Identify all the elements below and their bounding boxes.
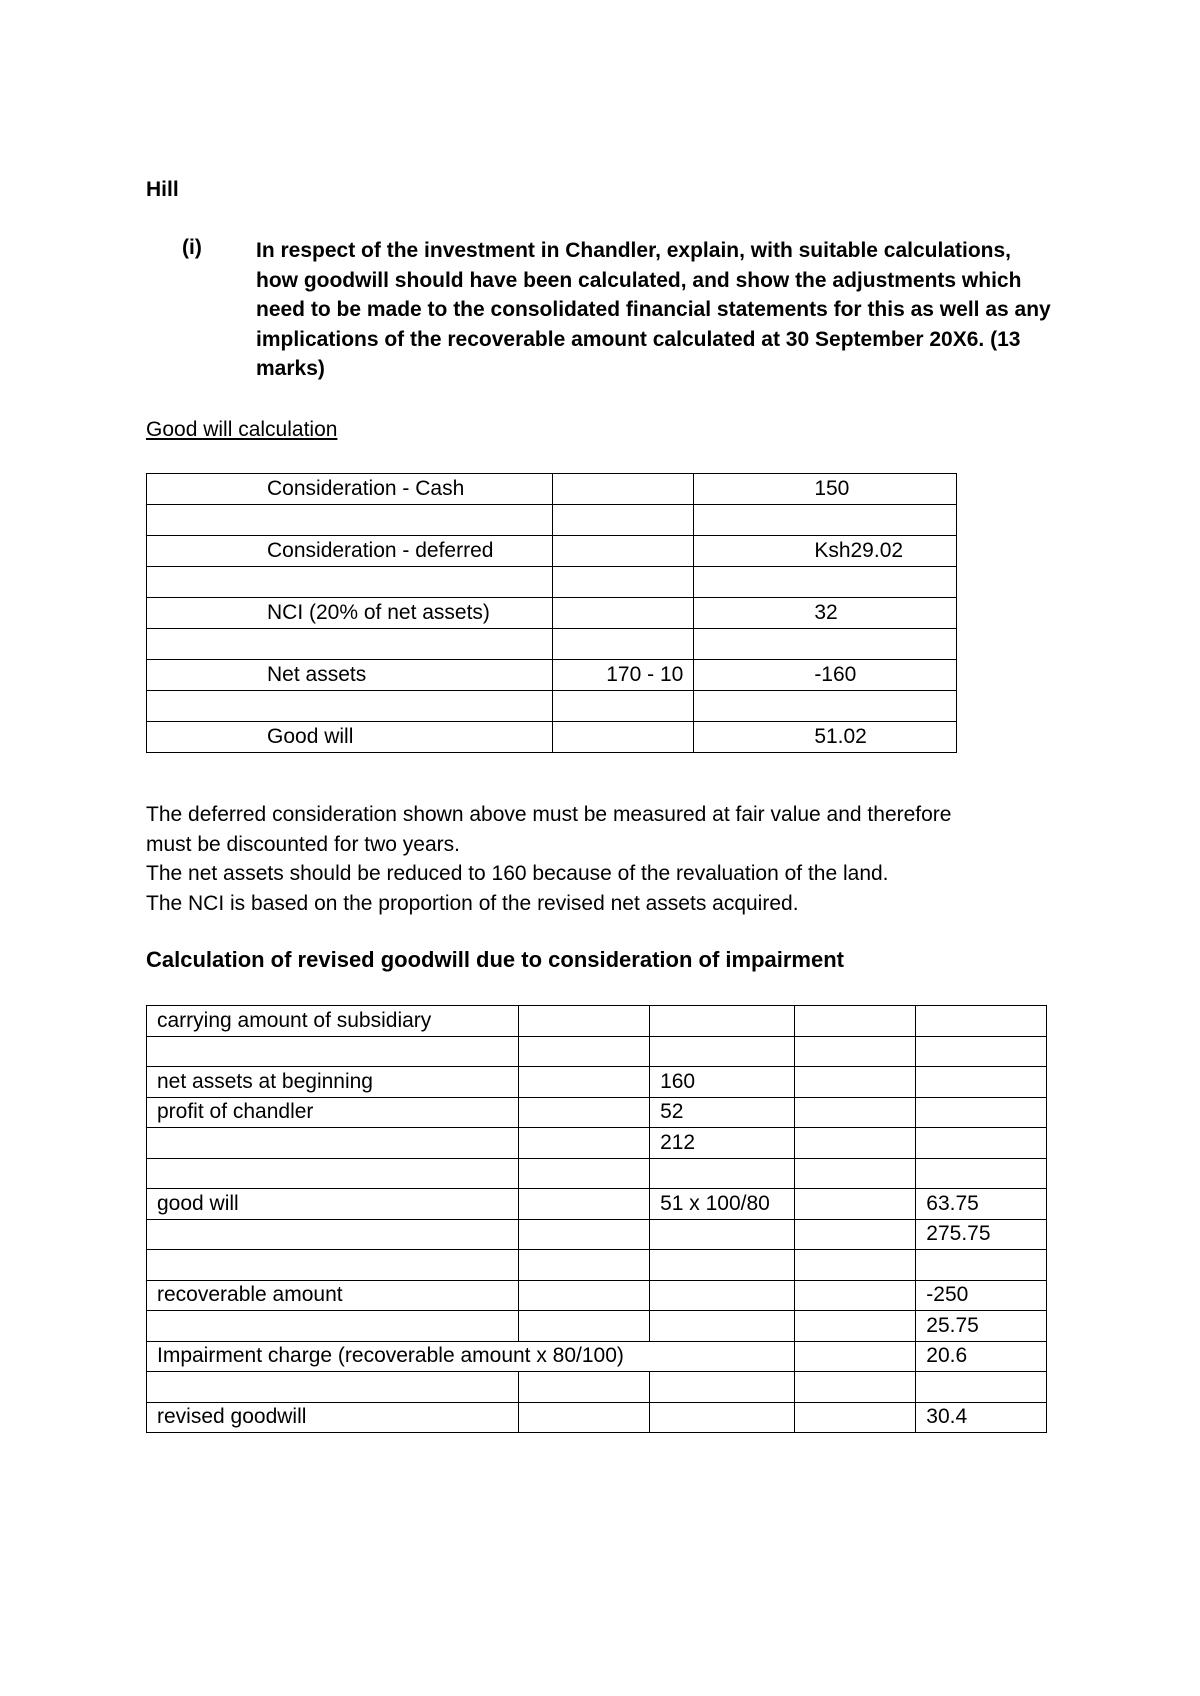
goodwill-working-cell xyxy=(553,691,694,722)
impairment-b-cell xyxy=(518,1067,649,1098)
impairment-label-cell xyxy=(147,1036,519,1067)
goodwill-amount-cell: Ksh29.02 xyxy=(694,536,957,567)
goodwill-label-cell: NCI (20% of net assets) xyxy=(147,598,553,629)
goodwill-table-row xyxy=(147,691,957,722)
impairment-d-cell xyxy=(794,1250,915,1281)
goodwill-working-cell xyxy=(553,567,694,598)
impairment-d-cell xyxy=(794,1006,915,1037)
goodwill-amount-cell: 32 xyxy=(694,598,957,629)
goodwill-amount-cell: 150 xyxy=(694,474,957,505)
impairment-b-cell xyxy=(518,1036,649,1067)
impairment-d-cell xyxy=(794,1402,915,1433)
goodwill-amount-cell xyxy=(694,505,957,536)
impairment-section-title: Calculation of revised goodwill due to consideration of impairment xyxy=(146,947,844,972)
impairment-c-cell xyxy=(650,1372,795,1403)
impairment-table-row xyxy=(147,1250,1047,1281)
explanation-line: The net assets should be reduced to 160 because of the revaluation of the land. xyxy=(146,862,889,885)
impairment-e-cell xyxy=(916,1158,1047,1189)
goodwill-table-row xyxy=(147,722,957,753)
impairment-d-cell xyxy=(794,1158,915,1189)
impairment-label-cell xyxy=(147,1311,519,1342)
impairment-table-row xyxy=(147,1311,1047,1342)
goodwill-working-cell xyxy=(553,505,694,536)
question-text: In respect of the investment in Chandler, explain, with suitable calculations, how goodwill should have been calculated, and show the adjustments which need to be made to the consolidated financial statements for this as well as any implications of the recoverable amount calculated at 30 September 20X6. (13 marks) xyxy=(256,239,1051,380)
impairment-b-cell xyxy=(518,1372,649,1403)
goodwill-table-row xyxy=(147,567,957,598)
impairment-table-row xyxy=(147,1097,1047,1128)
impairment-b-cell xyxy=(518,1128,649,1159)
goodwill-table-row xyxy=(147,536,957,567)
impairment-table-row xyxy=(147,1006,1047,1037)
impairment-e-cell: 30.4 xyxy=(916,1402,1047,1433)
impairment-label-cell: carrying amount of subsidiary xyxy=(147,1006,519,1037)
impairment-b-cell xyxy=(518,1311,649,1342)
impairment-d-cell xyxy=(794,1280,915,1311)
goodwill-working-cell xyxy=(553,629,694,660)
goodwill-working-cell xyxy=(553,474,694,505)
impairment-c-cell: 212 xyxy=(650,1128,795,1159)
impairment-c-cell xyxy=(650,1311,795,1342)
impairment-c-cell xyxy=(650,1219,795,1250)
impairment-c-cell xyxy=(650,1280,795,1311)
impairment-b-cell xyxy=(518,1250,649,1281)
goodwill-amount-cell: -160 xyxy=(694,660,957,691)
goodwill-section-title: Good will calculation xyxy=(146,418,338,441)
impairment-table-row xyxy=(147,1341,1047,1372)
goodwill-amount-cell xyxy=(694,629,957,660)
impairment-b-cell xyxy=(518,1097,649,1128)
impairment-table xyxy=(146,1005,1047,1433)
goodwill-working-cell xyxy=(553,536,694,567)
goodwill-label-cell: Consideration - Cash xyxy=(147,474,553,505)
goodwill-working-cell xyxy=(553,722,694,753)
impairment-e-cell: 20.6 xyxy=(916,1341,1047,1372)
impairment-label-cell: good will xyxy=(147,1189,519,1220)
impairment-e-cell xyxy=(916,1097,1047,1128)
impairment-e-cell xyxy=(916,1036,1047,1067)
impairment-label-cell xyxy=(147,1372,519,1403)
impairment-label-cell xyxy=(147,1158,519,1189)
goodwill-label-cell xyxy=(147,629,553,660)
goodwill-amount-cell xyxy=(694,691,957,722)
impairment-c-cell: 51 x 100/80 xyxy=(650,1189,795,1220)
impairment-b-cell xyxy=(518,1189,649,1220)
impairment-e-cell xyxy=(916,1250,1047,1281)
impairment-table-row xyxy=(147,1128,1047,1159)
goodwill-label-cell xyxy=(147,505,553,536)
impairment-b-cell xyxy=(518,1402,649,1433)
goodwill-amount-cell: 51.02 xyxy=(694,722,957,753)
impairment-c-cell xyxy=(650,1250,795,1281)
impairment-b-cell xyxy=(518,1280,649,1311)
question-number: (i) xyxy=(182,236,202,259)
impairment-e-cell xyxy=(916,1067,1047,1098)
impairment-c-cell xyxy=(650,1158,795,1189)
impairment-label-cell: recoverable amount xyxy=(147,1280,519,1311)
impairment-d-cell xyxy=(794,1341,915,1372)
goodwill-table-row xyxy=(147,598,957,629)
impairment-e-cell: 275.75 xyxy=(916,1219,1047,1250)
goodwill-table-row xyxy=(147,629,957,660)
impairment-label-cell xyxy=(147,1128,519,1159)
impairment-table-row xyxy=(147,1036,1047,1067)
impairment-d-cell xyxy=(794,1219,915,1250)
goodwill-label-cell xyxy=(147,691,553,722)
impairment-b-cell xyxy=(518,1158,649,1189)
impairment-c-cell: 160 xyxy=(650,1067,795,1098)
impairment-e-cell xyxy=(916,1128,1047,1159)
goodwill-table xyxy=(146,473,957,753)
impairment-table-row xyxy=(147,1189,1047,1220)
impairment-e-cell: 63.75 xyxy=(916,1189,1047,1220)
impairment-table-row xyxy=(147,1402,1047,1433)
impairment-e-cell: 25.75 xyxy=(916,1311,1047,1342)
impairment-e-cell xyxy=(916,1006,1047,1037)
impairment-d-cell xyxy=(794,1067,915,1098)
impairment-d-cell xyxy=(794,1097,915,1128)
goodwill-table-row xyxy=(147,474,957,505)
impairment-table-row xyxy=(147,1372,1047,1403)
impairment-b-cell xyxy=(518,1219,649,1250)
impairment-table-row xyxy=(147,1219,1047,1250)
impairment-label-cell: Impairment charge (recoverable amount x 80/100) xyxy=(147,1341,795,1372)
impairment-d-cell xyxy=(794,1189,915,1220)
goodwill-label-cell: Consideration - deferred xyxy=(147,536,553,567)
impairment-d-cell xyxy=(794,1128,915,1159)
impairment-label-cell: net assets at beginning xyxy=(147,1067,519,1098)
explanation-line: must be discounted for two years. xyxy=(146,832,460,856)
document-heading: Hill xyxy=(146,178,179,201)
impairment-c-cell: 52 xyxy=(650,1097,795,1128)
impairment-c-cell xyxy=(650,1006,795,1037)
impairment-label-cell: profit of chandler xyxy=(147,1097,519,1128)
impairment-label-cell xyxy=(147,1250,519,1281)
explanation-paragraph xyxy=(146,800,1066,918)
goodwill-working-cell xyxy=(553,598,694,629)
impairment-c-cell xyxy=(650,1402,795,1433)
impairment-label-cell xyxy=(147,1219,519,1250)
goodwill-label-cell: Good will xyxy=(147,722,553,753)
impairment-d-cell xyxy=(794,1372,915,1403)
impairment-d-cell xyxy=(794,1036,915,1067)
goodwill-label-cell xyxy=(147,567,553,598)
impairment-c-cell xyxy=(650,1036,795,1067)
explanation-line: The deferred consideration shown above must be measured at fair value and therefore xyxy=(146,803,952,826)
impairment-b-cell xyxy=(518,1006,649,1037)
goodwill-table-row xyxy=(147,505,957,536)
impairment-table-row xyxy=(147,1067,1047,1098)
impairment-d-cell xyxy=(794,1311,915,1342)
explanation-line: The NCI is based on the proportion of the revised net assets acquired. xyxy=(146,891,799,915)
goodwill-amount-cell xyxy=(694,567,957,598)
goodwill-working-cell: 170 - 10 xyxy=(553,660,694,691)
impairment-table-row xyxy=(147,1158,1047,1189)
impairment-e-cell: -250 xyxy=(916,1280,1047,1311)
impairment-e-cell xyxy=(916,1372,1047,1403)
goodwill-label-cell: Net assets xyxy=(147,660,553,691)
impairment-label-cell: revised goodwill xyxy=(147,1402,519,1433)
goodwill-table-row xyxy=(147,660,957,691)
impairment-table-row xyxy=(147,1280,1047,1311)
